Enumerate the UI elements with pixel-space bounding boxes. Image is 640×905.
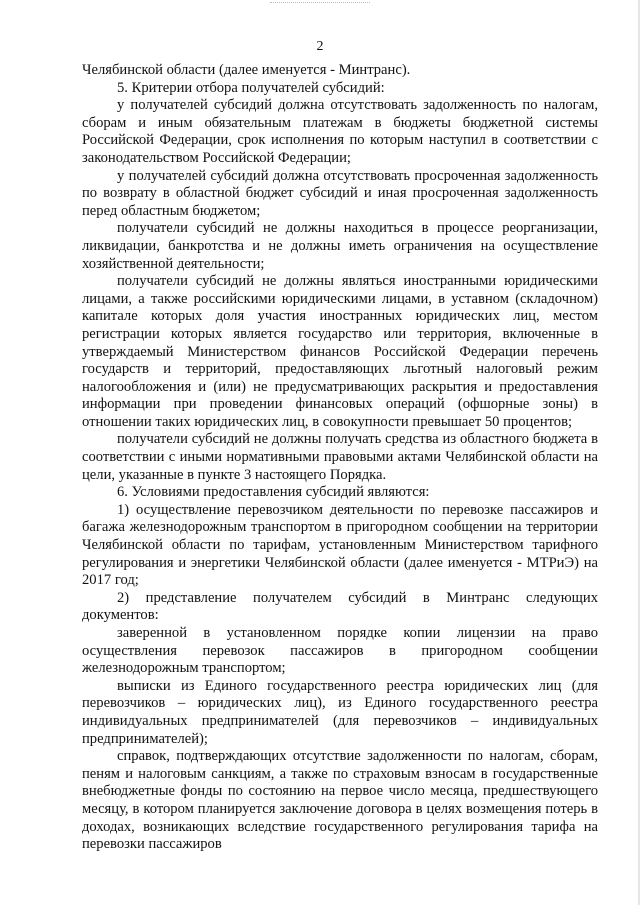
paragraph: 5. Критерии отбора получателей субсидий: — [117, 79, 385, 96]
paragraph: заверенной в установленном порядке копии лицензии на право осуществления перевозок пассажиров в пригородном сообщении железнодорожным транспортом; — [82, 625, 598, 677]
page-number: 2 — [316, 39, 324, 54]
scan-header-mark — [270, 2, 370, 4]
paragraph: 6. Условиями предоставления субсидий являются: — [117, 484, 430, 501]
paragraph: 2) представление получателем субсидий в Минтранс следующих документов: — [82, 589, 598, 624]
paragraph: у получателей субсидий должна отсутствовать просроченная задолженность по возврату в областной бюджет субсидий и иная просроченная задолженность перед областным бюджетом; — [82, 167, 598, 219]
paragraph: получатели субсидий не должны находиться в процессе реорганизации, ликвидации, банкротства и не должны иметь ограничения на осуществление хозяйственной деятельности; — [82, 220, 598, 272]
paragraph: выписки из Единого государственного реестра юридических лиц (для перевозчиков – юридических лиц), из Единого государственного реестра индивидуальных предпринимателей (для перевозчиков – индивидуальных предпринимателей); — [82, 677, 598, 747]
document-body — [82, 62, 598, 854]
paragraph: получатели субсидий не должны получать средства из областного бюджета в соответствии с иными нормативными правовыми актами Челябинской области на цели, указанные в пункте 3 настоящего Порядка. — [82, 431, 598, 483]
paragraph: у получателей субсидий должна отсутствовать задолженность по налогам, сборам и иным обязательным платежам в бюджеты бюджетной системы Российской Федерации, срок исполнения по которым наступил в соответствии с законодательством Российской Федерации; — [82, 97, 598, 166]
paragraph: получатели субсидий не должны являться иностранными юридическими лицами, а также российскими юридическими лицами, в уставном (складочном) капитале которых доля участия иностранных юридических лиц, местом регистрации которых является государство или территория, включенные в утверждаемый Министерством финансов Российской Федерации перечень государств и территорий, предоставляющих льготный налоговый режим налогообложения и (или) не предусматривающих раскрытия и предоставления информации при проведении финансовых операций (офшорные зоны) в отношении таких юридических лиц, в совокупности превышает 50 процентов; — [82, 273, 598, 430]
paragraph: 1) осуществление перевозчиком деятельности по перевозке пассажиров и багажа железнодорожным транспортом в пригородном сообщении на территории Челябинской области по тарифам, установленным Министерством тарифного регулирования и энергетики Челябинской области (далее именуется - МТРиЭ) на 2017 год; — [82, 501, 598, 589]
paragraph: справок, подтверждающих отсутствие задолженности по налогам, сборам, пеням и налоговым санкциям, а также по страховым взносам в государственные внебюджетные фонды по состоянию на первое число месяца, предшествующего месяцу, в котором планируется заключение договора в целях возмещения потерь в доходах, возникающих вследствие государственного регулирования тарифа на перевозки пассажиров — [82, 748, 598, 853]
paragraph: Челябинской области (далее именуется - Минтранс). — [82, 62, 411, 78]
